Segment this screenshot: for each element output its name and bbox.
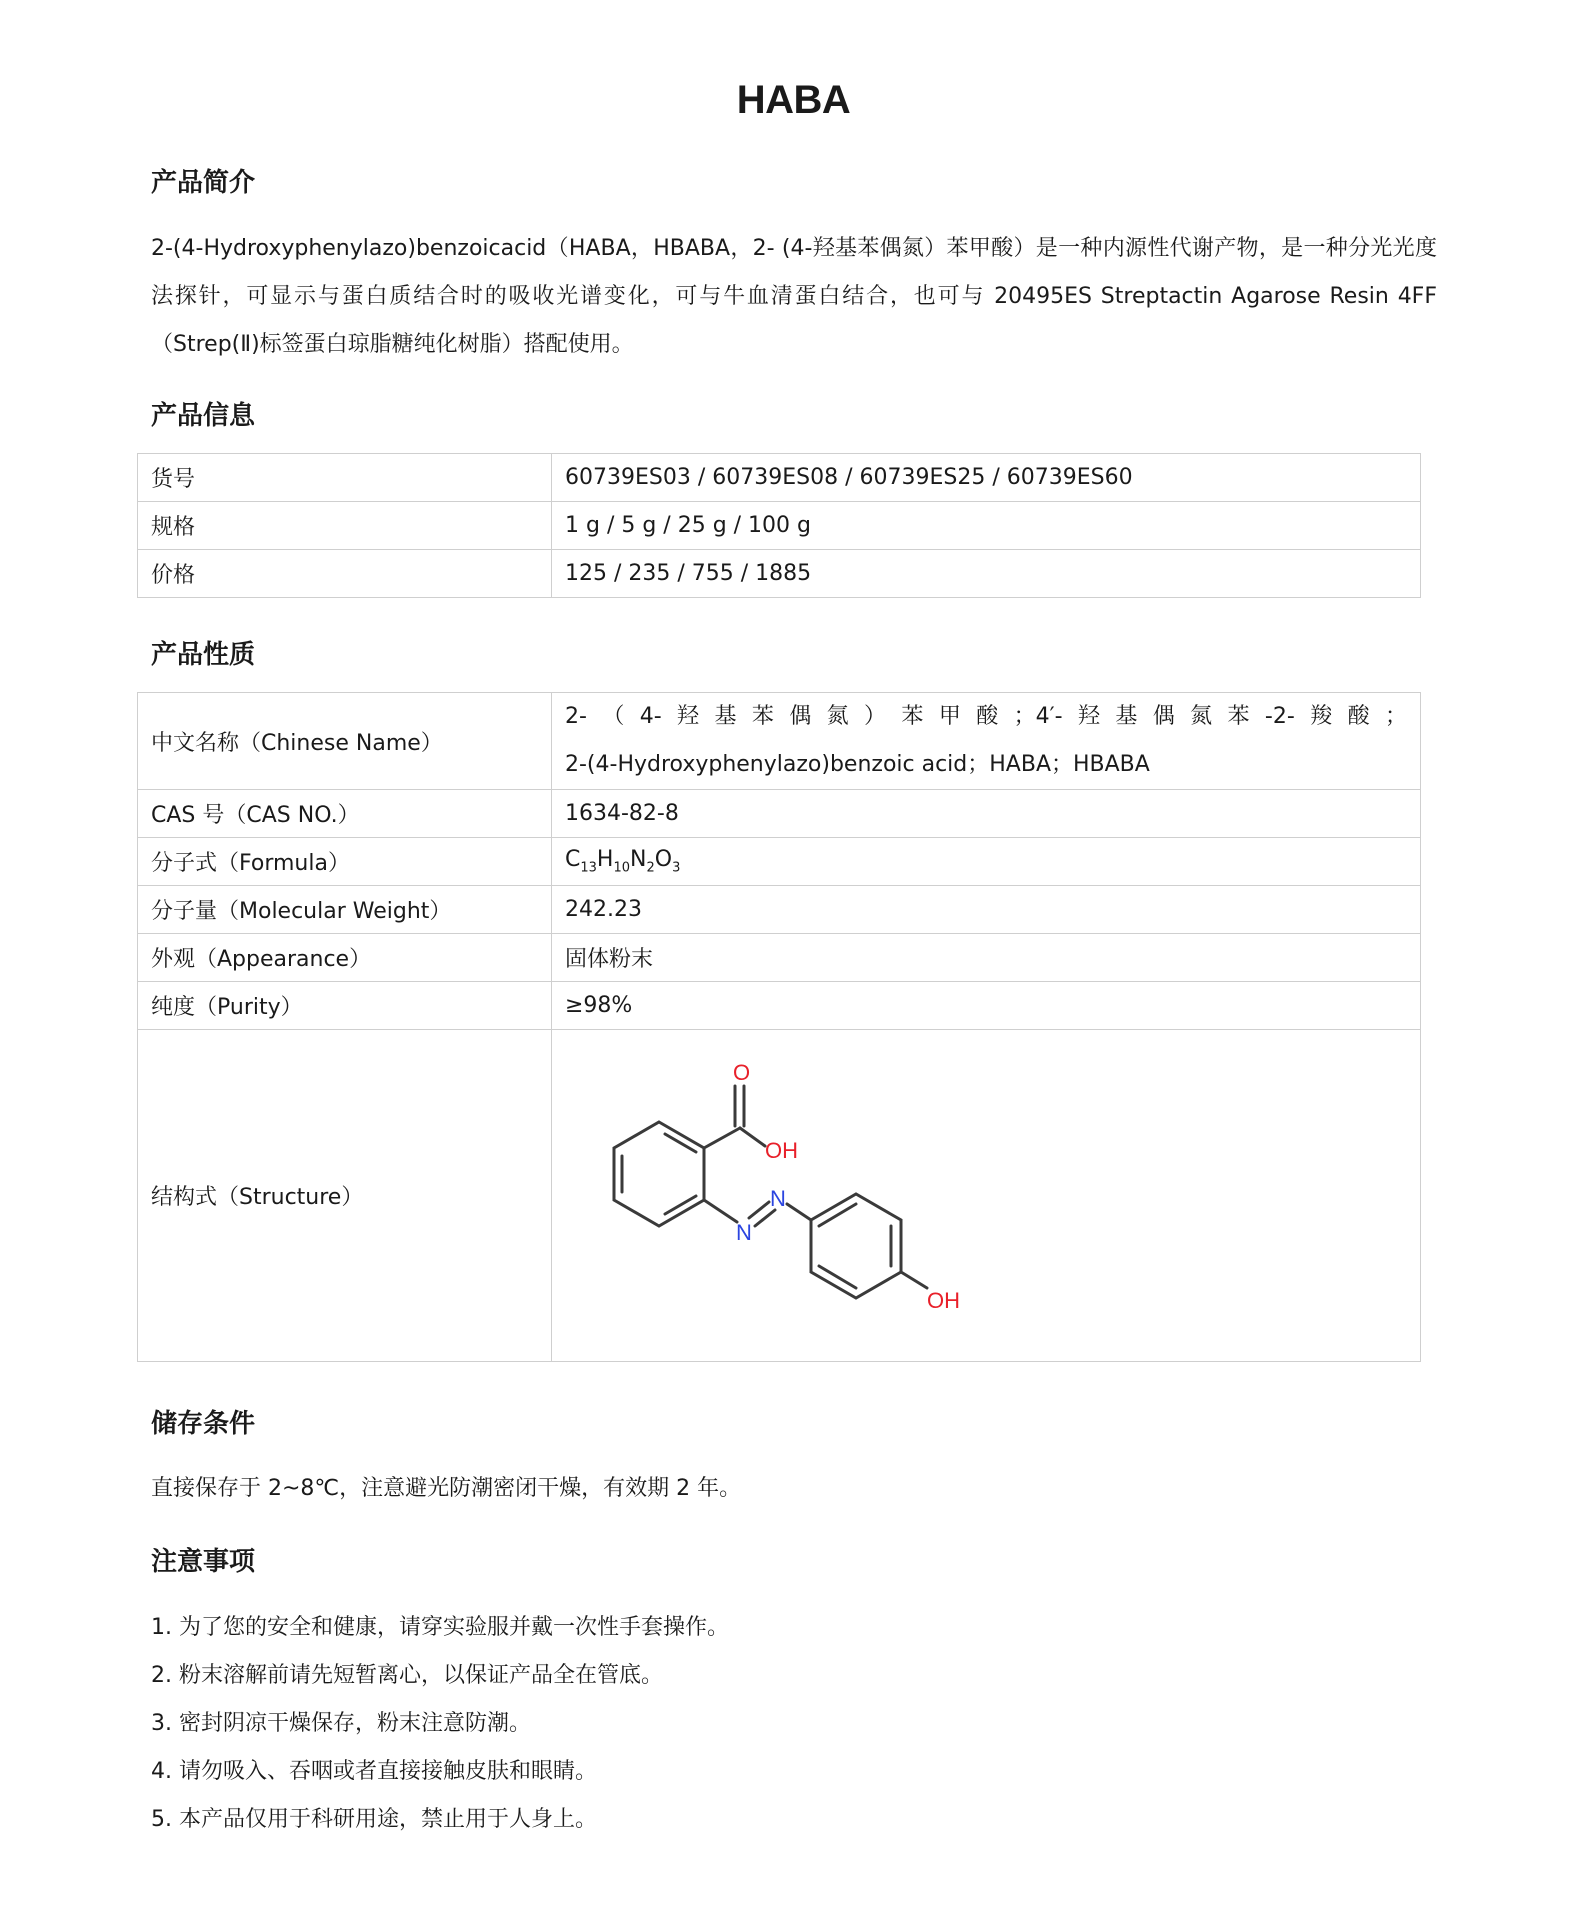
- intro-text: 2-(4-Hydroxyphenylazo)benzoicacid（HABA，HBABA，2- (4-羟基苯偶氮）苯甲酸）是一种内源性代谢产物，是一种分光光度法探针，可显示与蛋白质结合时的吸收光谱变化，可与牛血清蛋白结合，也可与 20495ES Streptactin Agarose Resin 4FF（Strep(Ⅱ)标签蛋白琼脂糖纯化树脂）搭配使用。: [151, 236, 1437, 357]
- intro-heading: 产品简介: [151, 168, 256, 198]
- formula-value-cell: [552, 838, 1421, 886]
- table-key-cell: 外观（Appearance）: [138, 934, 552, 982]
- notes-list: [151, 1604, 729, 1844]
- list-item: 4. 请勿吸入、吞咽或者直接接触皮肤和眼睛。: [151, 1759, 597, 1784]
- table-value-cell: 242.23: [552, 886, 1421, 934]
- list-item: 5. 本产品仅用于科研用途，禁止用于人身上。: [151, 1807, 597, 1832]
- table-value-cell: 1634-82-8: [552, 790, 1421, 838]
- nitrogen-label-1: N: [736, 1219, 752, 1245]
- aromatic-bond: [819, 1266, 856, 1288]
- list-item: 3. 密封阴凉干燥保存，粉末注意防潮。: [151, 1711, 531, 1736]
- list-item: 1. 为了您的安全和健康，请穿实验服并戴一次性手套操作。: [151, 1615, 729, 1640]
- formula-element: O: [654, 847, 673, 873]
- table-key-cell: 分子式（Formula）: [138, 838, 552, 886]
- table-key-cell: CAS 号（CAS NO.）: [138, 790, 552, 838]
- structure-cell: [552, 1030, 1421, 1362]
- page-title: HABA: [736, 78, 851, 122]
- chinese-name-value: 2-（4-羟基苯偶氮）苯甲酸；4′-羟基偶氮苯-2-羧酸；: [565, 704, 1407, 729]
- table-value-cell: 125 / 235 / 755 / 1885: [552, 550, 1421, 598]
- properties-heading: 产品性质: [151, 640, 256, 670]
- table-key-cell: 货号: [138, 454, 552, 502]
- formula-count: 2: [646, 860, 655, 876]
- table-row: [138, 502, 1421, 550]
- aromatic-bond: [819, 1204, 856, 1226]
- table-value-cell: [552, 693, 1421, 790]
- product-info-table: [137, 453, 1421, 598]
- formula-count: 3: [672, 860, 681, 876]
- table-value-cell: 60739ES03 / 60739ES08 / 60739ES25 / 60739ES60: [552, 454, 1421, 502]
- table-value-cell: 固体粉末: [552, 934, 1421, 982]
- oxygen-label: O: [733, 1059, 751, 1085]
- table-value-cell: 1 g / 5 g / 25 g / 100 g: [552, 502, 1421, 550]
- acid-oh-bond: [740, 1128, 765, 1146]
- haba-structure-diagram: [565, 1046, 985, 1346]
- storage-heading: 储存条件: [151, 1409, 256, 1439]
- table-key-cell: 结构式（Structure）: [138, 1030, 552, 1362]
- formula-count: 13: [580, 860, 597, 876]
- table-row: [138, 838, 1421, 886]
- phenol-oh-bond: [901, 1272, 927, 1288]
- aromatic-bond: [665, 1196, 696, 1214]
- table-key-cell: 中文名称（Chinese Name）: [138, 693, 552, 790]
- table-row: [138, 693, 1421, 790]
- english-name-value: 2-(4-Hydroxyphenylazo)benzoic acid；HABA；HBABA: [565, 752, 1150, 777]
- table-row: [138, 982, 1421, 1030]
- table-row: [138, 886, 1421, 934]
- formula-element: H: [596, 847, 614, 873]
- notes-heading: 注意事项: [151, 1547, 256, 1577]
- table-row: [138, 934, 1421, 982]
- table-key-cell: 规格: [138, 502, 552, 550]
- acid-oh-label: OH: [765, 1137, 798, 1163]
- product-properties-table: [137, 692, 1421, 1362]
- nitrogen-label-2: N: [770, 1185, 786, 1211]
- azo-c-n-bond: [704, 1200, 737, 1222]
- table-row: [138, 790, 1421, 838]
- info-heading: 产品信息: [151, 401, 256, 431]
- carboxyl-bond: [704, 1128, 740, 1148]
- azo-n-c-bond: [787, 1204, 811, 1220]
- table-value-cell: ≥98%: [552, 982, 1421, 1030]
- phenol-oh-label: OH: [927, 1287, 960, 1313]
- table-key-cell: 纯度（Purity）: [138, 982, 552, 1030]
- storage-text: 直接保存于 2~8℃，注意避光防潮密闭干燥，有效期 2 年。: [151, 1476, 742, 1501]
- table-row: [138, 550, 1421, 598]
- formula-element: C: [565, 847, 581, 873]
- formula-element: N: [630, 847, 647, 873]
- formula-count: 10: [613, 860, 631, 876]
- table-row: [138, 1030, 1421, 1362]
- table-row: [138, 454, 1421, 502]
- list-item: 2. 粉末溶解前请先短暂离心，以保证产品全在管底。: [151, 1663, 663, 1688]
- table-key-cell: 价格: [138, 550, 552, 598]
- right-benzene-ring: [811, 1194, 901, 1298]
- table-key-cell: 分子量（Molecular Weight）: [138, 886, 552, 934]
- aromatic-bond: [665, 1134, 696, 1152]
- left-benzene-ring: [614, 1122, 704, 1226]
